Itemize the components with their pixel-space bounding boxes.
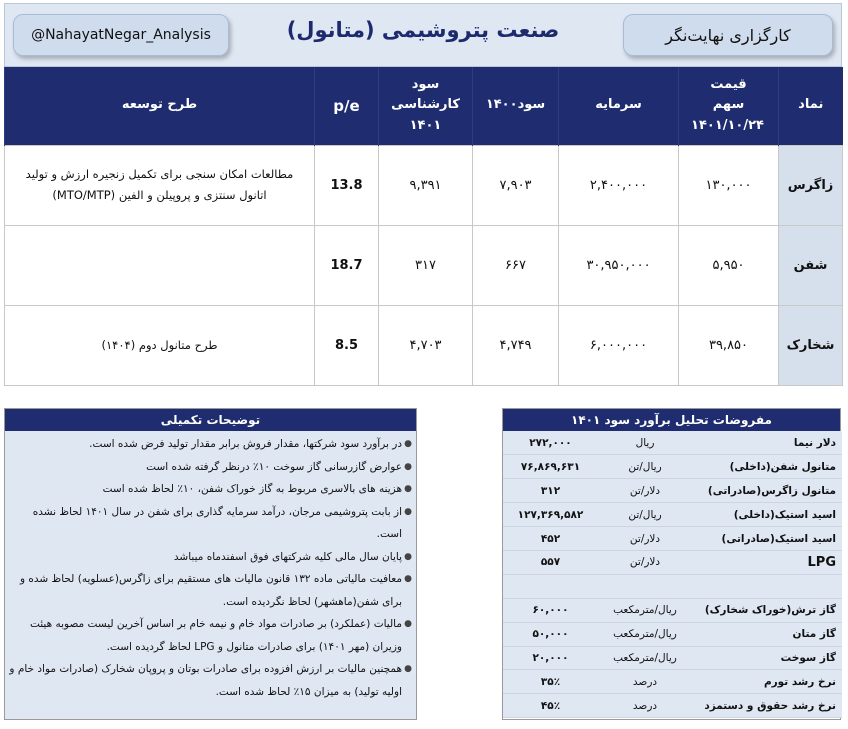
assumption-unit: ریال/مترمکعب: [598, 646, 692, 670]
cell-profit1401: ۳۱۷: [379, 225, 473, 305]
notes-list: [5, 431, 416, 719]
note-text: معافیت مالیاتی ماده ۱۳۲ قانون مالیات های مستقیم برای زاگرس(عسلویه) لحاظ شده و برای شفن(ماهشهر) لحاظ نگردیده است.: [19, 573, 402, 608]
assumption-value: ۲۰,۰۰۰: [503, 646, 598, 670]
cell-profit1400: ۴,۷۴۹: [473, 305, 559, 385]
assumptions-panel: [502, 408, 841, 720]
assumption-unit: ریال/مترمکعب: [598, 598, 692, 622]
bullet-icon: ●: [404, 461, 412, 472]
assumption-label: گاز متان: [692, 622, 842, 646]
list-item: [9, 433, 412, 456]
col-header-capital: سرمایه: [559, 67, 679, 145]
table-row: [503, 503, 842, 527]
cell-pe: 13.8: [315, 145, 379, 225]
table-row: [5, 305, 843, 385]
cell-capital: ۳۰,۹۵۰,۰۰۰: [559, 225, 679, 305]
cell-plan: [5, 225, 315, 305]
table-row: [503, 694, 842, 718]
col-header-profit1401: سود کارشناسی ۱۴۰۱: [379, 67, 473, 145]
table-row: [503, 455, 842, 479]
table-row: [503, 670, 842, 694]
cell-symbol: شخارک: [779, 305, 843, 385]
list-item: [9, 501, 412, 546]
col-header-symbol: نماد: [779, 67, 843, 145]
note-text: پایان سال مالی کلیه شرکتهای فوق اسفندماه میباشد: [173, 550, 402, 563]
list-item: [9, 546, 412, 569]
assumption-label: متانول شفن(داخلی): [692, 455, 842, 479]
assumption-unit: [598, 574, 692, 598]
col-header-price: قیمت سهم ۱۴۰۱/۱۰/۲۴: [679, 67, 779, 145]
assumption-unit: ریال: [598, 431, 692, 455]
assumption-unit: دلار/تن: [598, 479, 692, 503]
cell-profit1401: ۹,۳۹۱: [379, 145, 473, 225]
assumptions-table: [503, 431, 842, 718]
table-row: [5, 145, 843, 225]
cell-plan: مطالعات امکان سنجی برای تکمیل زنجیره ارزش و تولید اتانول سنتزی و پروپیلن و الفین (MTO/MTP): [5, 145, 315, 225]
note-text: عوارض گازرسانی گاز سوخت ۱۰٪ درنظر گرفته شده است: [146, 460, 402, 473]
assumption-label: نرخ رشد حقوق و دستمزد: [692, 694, 842, 718]
assumption-unit: درصد: [598, 670, 692, 694]
assumption-label: اسید استیک(داخلی): [692, 503, 842, 527]
cell-capital: ۶,۰۰۰,۰۰۰: [559, 305, 679, 385]
table-row: [503, 479, 842, 503]
cell-pe: 18.7: [315, 225, 379, 305]
assumption-value: [503, 574, 598, 598]
brokerage-name[interactable]: کارگزاری نهایت‌نگر: [623, 14, 833, 56]
bullet-icon: ●: [404, 619, 412, 629]
cell-price: ۱۳۰,۰۰۰: [679, 145, 779, 225]
col-header-pe: p/e: [315, 67, 379, 145]
note-text: از بابت پتروشیمی مرجان، درآمد سرمایه گذاری برای شفن در سال ۱۴۰۱ لحاظ نشده است.: [32, 505, 402, 540]
assumption-label: گاز ترش(خوراک شخارک): [692, 598, 842, 622]
assumption-value: ۱۲۷,۳۶۹,۵۸۲: [503, 503, 598, 527]
assumption-unit: دلار/تن: [598, 527, 692, 551]
note-text: همچنین مالیات بر ارزش افزوده برای صادرات بوتان و پروپان شخارک (صادرات مواد خام و اولیه تولید) به میزان ۱۵٪ لحاظ شده است.: [9, 663, 402, 698]
cell-plan: طرح متانول دوم (۱۴۰۴): [5, 305, 315, 385]
notes-panel: [4, 408, 417, 720]
table-row: [503, 646, 842, 670]
list-item: [9, 658, 412, 703]
assumption-unit: درصد: [598, 694, 692, 718]
cell-price: ۵,۹۵۰: [679, 225, 779, 305]
cell-capital: ۲,۴۰۰,۰۰۰: [559, 145, 679, 225]
table-header-row: [5, 67, 843, 145]
note-text: در برآورد سود شرکتها، مقدار فروش برابر مقدار تولید فرض شده است.: [89, 438, 402, 450]
companies-table: [4, 67, 843, 386]
bullet-icon: ●: [404, 484, 412, 494]
assumption-value: ۶۰,۰۰۰: [503, 598, 598, 622]
bullet-icon: ●: [404, 574, 412, 584]
bullet-icon: ●: [404, 664, 412, 674]
list-item: [9, 478, 412, 501]
cell-symbol: شفن: [779, 225, 843, 305]
cell-price: ۳۹,۸۵۰: [679, 305, 779, 385]
assumption-label: گاز سوخت: [692, 646, 842, 670]
assumption-label: اسید استیک(صادراتی): [692, 527, 842, 551]
assumption-value: ۳۵٪: [503, 670, 598, 694]
table-row: [503, 527, 842, 551]
header-banner: [4, 3, 842, 67]
assumption-label: LPG: [692, 550, 842, 574]
assumption-unit: ریال/تن: [598, 503, 692, 527]
note-text: هزینه های بالاسری مربوط به گاز خوراک شفن، ۱۰٪ لحاظ شده است: [102, 483, 402, 495]
table-row: [503, 574, 842, 598]
bullet-icon: ●: [404, 439, 412, 449]
cell-profit1400: ۷,۹۰۳: [473, 145, 559, 225]
assumption-label: متانول زاگرس(صادراتی): [692, 479, 842, 503]
assumption-label: [692, 574, 842, 598]
list-item: [9, 568, 412, 613]
assumptions-title: مفروضات تحلیل برآورد سود ۱۴۰۱: [503, 409, 840, 431]
cell-symbol: زاگرس: [779, 145, 843, 225]
assumption-value: ۴۵۲: [503, 527, 598, 551]
col-header-plan: طرح توسعه: [5, 67, 315, 145]
table-row: [5, 225, 843, 305]
note-text: مالیات (عملکرد) بر صادرات مواد خام و نیمه خام بر اساس آخرین لیست مصوبه هیئت وزیران (مهر ۱۴۰۱) برای صادرات متانول و LPG لحاظ گردیده است.: [29, 618, 402, 653]
assumption-label: نرخ رشد تورم: [692, 670, 842, 694]
cell-profit1401: ۴,۷۰۳: [379, 305, 473, 385]
channel-handle[interactable]: @NahayatNegar_Analysis: [13, 14, 229, 56]
assumption-value: ۵۰,۰۰۰: [503, 622, 598, 646]
assumption-value: ۷۶,۸۶۹,۶۳۱: [503, 455, 598, 479]
table-row: [503, 550, 842, 574]
assumption-value: ۵۵۷: [503, 550, 598, 574]
page-title: صنعت پتروشیمی (متانول): [286, 18, 560, 42]
assumption-label: دلار نیما: [692, 431, 842, 455]
table-row: [503, 598, 842, 622]
bullet-icon: ●: [404, 506, 412, 517]
bullet-icon: ●: [404, 551, 412, 562]
assumption-value: ۳۱۲: [503, 479, 598, 503]
table-row: [503, 431, 842, 455]
cell-pe: 8.5: [315, 305, 379, 385]
assumption-unit: ریال/مترمکعب: [598, 622, 692, 646]
table-row: [503, 622, 842, 646]
assumption-unit: ریال/تن: [598, 455, 692, 479]
assumption-unit: دلار/تن: [598, 550, 692, 574]
cell-profit1400: ۶۶۷: [473, 225, 559, 305]
notes-title: توضیحات تکمیلی: [5, 409, 416, 431]
col-header-profit1400: سود۱۴۰۰: [473, 67, 559, 145]
list-item: [9, 456, 412, 479]
assumption-value: ۲۷۲,۰۰۰: [503, 431, 598, 455]
list-item: [9, 613, 412, 658]
assumption-value: ۴۵٪: [503, 694, 598, 718]
